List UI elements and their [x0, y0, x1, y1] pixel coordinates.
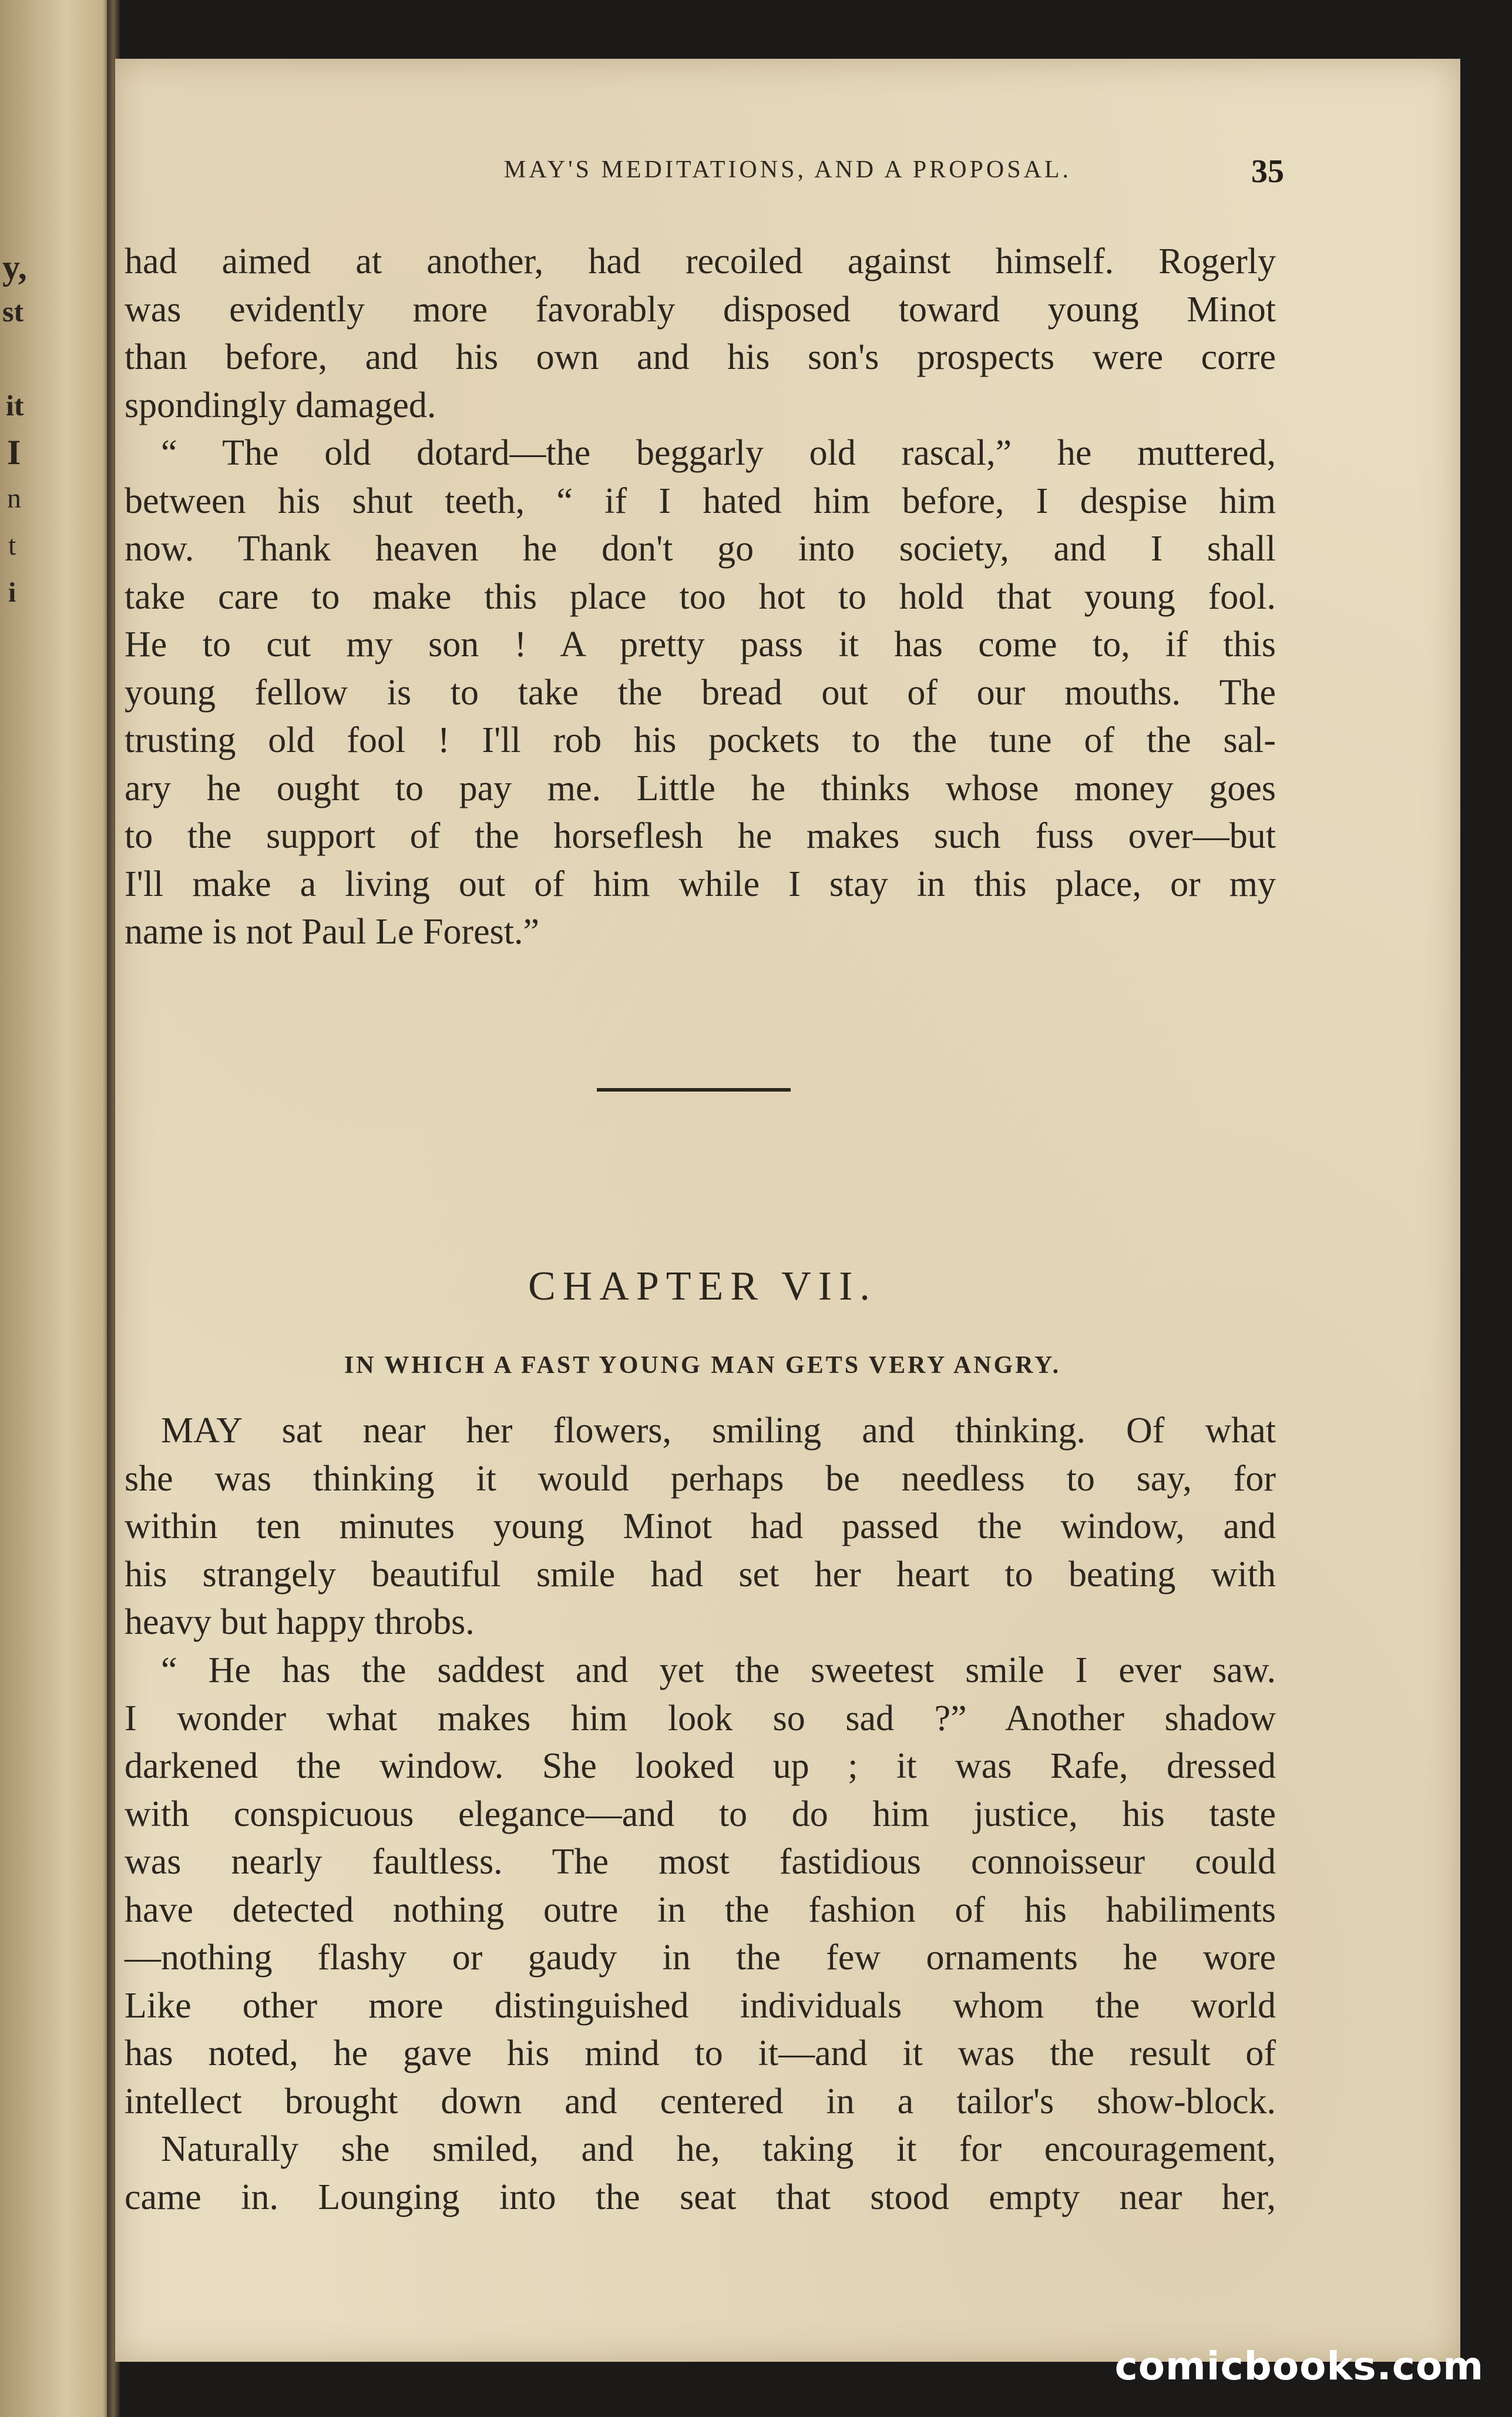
text-line: has noted, he gave his mind to it—and it was the result of [125, 2033, 1276, 2073]
paragraph-3 [125, 1407, 1276, 1647]
text-line: I wonder what makes him look so sad ?” Another shadow [125, 1698, 1276, 1738]
text-line: had aimed at another, had recoiled against himself. Rogerly [125, 241, 1276, 281]
text-line: between his shut teeth, “ if I hated him before, I despise him [125, 481, 1276, 521]
text-line: intellect brought down and centered in a tailor's show-block. [125, 2081, 1276, 2121]
text-line: “ The old dotard—the beggarly old rascal,” he muttered, [161, 433, 1276, 473]
text-line: MAY sat near her flowers, smiling and thinking. Of what [161, 1411, 1276, 1451]
text-line: than before, and his own and his son's prospects were corre [125, 337, 1276, 377]
text-line: darkened the window. She looked up ; it was Rafe, dressed [125, 1746, 1276, 1786]
text-line: his strangely beautiful smile had set her heart to beating with [125, 1554, 1276, 1594]
facing-page-edge [0, 0, 112, 2417]
text-line: Like other more distinguished individuals whom the world [125, 1985, 1276, 2026]
paragraph-2 [125, 429, 1276, 956]
text-line: name is not Paul Le Forest.” [125, 912, 539, 952]
facing-page-fragment: st [2, 295, 24, 328]
page-number: 35 [1251, 153, 1284, 190]
facing-page-fragment: t [8, 530, 16, 561]
paragraph-4 [125, 1647, 1276, 2126]
section-divider [597, 1088, 791, 1092]
text-line: with conspicuous elegance—and to do him justice, his taste [125, 1794, 1276, 1834]
facing-page-fragment: i [8, 577, 16, 608]
text-line: was evidently more favorably disposed toward young Minot [125, 289, 1276, 330]
text-line: now. Thank heaven he don't go into society, and I shall [125, 529, 1276, 569]
text-line: came in. Lounging into the seat that stood empty near her, [125, 2177, 1276, 2217]
text-line: Naturally she smiled, and he, taking it for encouragement, [161, 2129, 1276, 2169]
facing-page-fragment: y, [2, 248, 27, 287]
running-head: MAY'S MEDITATIONS, AND A PROPOSAL. [503, 156, 1072, 183]
text-line: “ He has the saddest and yet the sweetest smile I ever saw. [161, 1650, 1276, 1690]
text-line: take care to make this place too hot to hold that young fool. [125, 576, 1276, 617]
paragraph-1 [125, 238, 1276, 429]
text-line: young fellow is to take the bread out of our mouths. The [125, 672, 1276, 713]
watermark: comicbooks.com [1114, 2344, 1484, 2389]
text-line: ary he ought to pay me. Little he thinks whose money goes [125, 768, 1276, 808]
chapter-subtitle: IN WHICH A FAST YOUNG MAN GETS VERY ANGRY. [344, 1352, 1061, 1379]
text-line: He to cut my son ! A pretty pass it has come to, if this [125, 625, 1276, 664]
text-line: spondingly damaged. [125, 385, 436, 425]
text-line: to the support of the horseflesh he makes such fuss over—but [125, 816, 1276, 856]
facing-page-fragment: I [7, 433, 21, 472]
facing-page-fragment: it [6, 389, 24, 422]
text-line: trusting old fool ! I'll rob his pockets to the tune of the sal- [125, 720, 1276, 760]
text-line: —nothing flashy or gaudy in the few ornaments he wore [125, 1938, 1276, 1978]
text-line: within ten minutes young Minot had passed the window, and [125, 1506, 1276, 1546]
text-line: I'll make a living out of him while I stay in this place, or my [125, 864, 1276, 904]
book-page [115, 59, 1460, 2362]
text-line: she was thinking it would perhaps be needless to say, for [125, 1458, 1276, 1499]
facing-page-fragment: n [7, 483, 21, 514]
text-line: heavy but happy throbs. [125, 1602, 475, 1642]
paragraph-5 [125, 2126, 1276, 2221]
text-line: have detected nothing outre in the fashion of his habiliments [125, 1889, 1276, 1930]
chapter-title: CHAPTER VII. [528, 1264, 877, 1309]
text-line: was nearly faultless. The most fastidious connoisseur could [125, 1842, 1276, 1882]
